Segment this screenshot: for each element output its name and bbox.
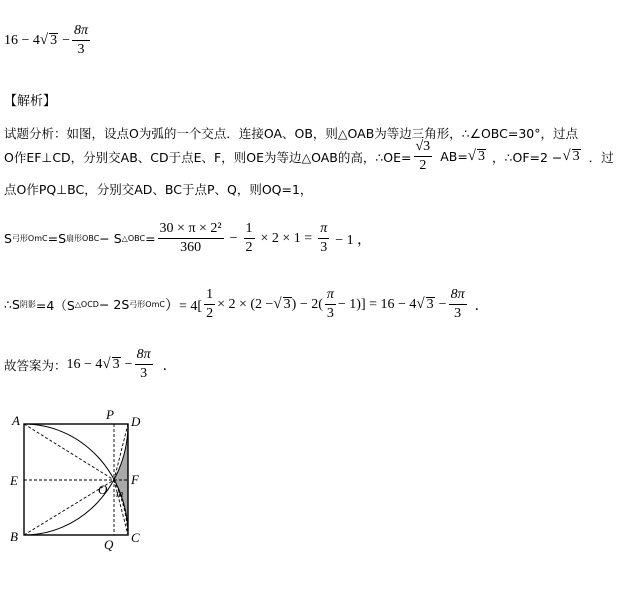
fraction-denominator: 3 [320, 240, 328, 255]
analysis-line-2-b: AB= [440, 149, 468, 164]
label-p: P [106, 407, 114, 422]
fraction-denominator: 2 [206, 306, 214, 321]
label-o: O [98, 482, 108, 497]
fraction-denominator: 3 [454, 306, 462, 321]
f2-c: − 2S [98, 297, 130, 312]
radicand: 3 [478, 148, 486, 164]
half-fraction [244, 222, 255, 255]
f2-e: × 2 × (2 − [217, 296, 274, 312]
fraction-numerator: 1 [244, 222, 255, 239]
f2-f: ) − 2( [291, 296, 323, 312]
sqrt-sign: √ [39, 32, 49, 48]
final-fraction [135, 348, 153, 381]
section-heading: 【解析】 [4, 94, 57, 109]
fraction-numerator: 1 [204, 288, 215, 305]
final-lead: 16 − 4 [66, 356, 103, 372]
f2-b: =4（S [35, 297, 75, 313]
f1-lhs-a: S [4, 231, 12, 246]
sqrt-sign: √ [416, 296, 425, 312]
fraction-numerator: π [318, 222, 329, 239]
top-answer [4, 24, 92, 57]
final-label: 故答案为： [4, 357, 67, 373]
fraction-numerator: 8π [449, 288, 467, 305]
f1-sub-3: △OBC [121, 234, 146, 243]
sqrt-sign: √ [102, 356, 111, 372]
label-d: D [131, 414, 141, 429]
f1-tail: − 1 ， [335, 232, 372, 248]
sqrt-sign: √ [467, 148, 477, 164]
radicand: 3 [426, 296, 434, 312]
sector-fraction [158, 222, 224, 255]
pi-third-fraction [325, 288, 336, 321]
result-fraction [449, 288, 467, 321]
label-c: C [131, 530, 140, 545]
f2-sub-1: 阴影 [19, 300, 36, 309]
label-q: Q [104, 537, 114, 552]
label-a: A [12, 413, 20, 428]
fraction-denominator: 3 [140, 366, 148, 381]
fraction-numerator: 30 × π × 2² [158, 222, 224, 239]
f1-minus: − [229, 230, 238, 246]
f1-lhs-d: = [145, 231, 156, 246]
analysis-line-2-d: ．过 [588, 149, 614, 165]
label-e: E [10, 473, 18, 488]
top-answer-radicand: 3 [50, 32, 58, 48]
fraction-denominator: 3 [77, 42, 85, 57]
f1-sub-2: 扇形OBC [66, 234, 100, 243]
fraction-denominator: 2 [419, 158, 427, 173]
analysis-line-2-a: O作EF⊥CD，分别交AB、CD于点E、F，则OE为等边△OAB的高，∴OE= [4, 149, 412, 165]
f1-times: × 2 × 1 = [260, 230, 313, 246]
fraction-denominator: 360 [180, 240, 202, 255]
f2-a: ∴S [4, 297, 20, 312]
final-radicand: 3 [112, 356, 120, 372]
top-answer-fraction [72, 24, 90, 57]
analysis-line-2 [4, 140, 614, 173]
f2-sub-3: 弓形OmC [129, 300, 165, 309]
pi-third-fraction [318, 222, 329, 255]
fraction-denominator: 2 [245, 240, 253, 255]
final-answer [4, 348, 177, 381]
label-f: F [131, 472, 139, 487]
f2-sub-2: △OCD [74, 300, 99, 309]
radicand: 3 [283, 296, 291, 312]
sqrt-sign: √ [562, 148, 571, 164]
analysis-line-2-c: ，∴OF=2 − [492, 149, 563, 165]
f1-lhs-b: =S [47, 231, 67, 246]
fraction-numerator: 8π [135, 348, 153, 365]
fraction-denominator: 3 [326, 306, 334, 321]
f1-lhs-c: − S [99, 231, 122, 246]
formula-segment-area [4, 222, 371, 255]
label-m: m [116, 489, 124, 500]
geometry-figure [0, 405, 160, 555]
fraction-numerator: 8π [72, 24, 90, 41]
sqrt-sign: √ [273, 296, 282, 312]
formula-shaded-area [4, 288, 489, 321]
label-b: B [10, 529, 18, 544]
f2-d: ）= 4[ [165, 298, 203, 314]
f2-g: − 1)] = 16 − 4 [337, 296, 417, 312]
top-answer-minus: − [62, 32, 71, 48]
fraction-numerator: π [325, 288, 336, 305]
f2-i: ． [474, 298, 489, 314]
half-fraction [204, 288, 215, 321]
top-answer-lead: 16 − 4 [4, 32, 40, 48]
analysis-line-3: 点O作PQ⊥BC，分别交AD、BC于点P、Q，则OQ=1， [4, 182, 313, 197]
radicand: 3 [572, 148, 580, 164]
f2-h: − [438, 296, 447, 312]
fraction-numerator: √3 [414, 140, 433, 157]
f1-sub-1: 弓形OmC [11, 234, 48, 243]
final-dot: ． [162, 358, 177, 374]
analysis-line-1: 试题分析：如图，设点O为弧的一个交点．连接OA、OB，则△OAB为等边三角形，∴∠OBC=30°，过点 [4, 126, 578, 141]
final-minus: − [124, 356, 133, 372]
oe-fraction [414, 140, 433, 173]
